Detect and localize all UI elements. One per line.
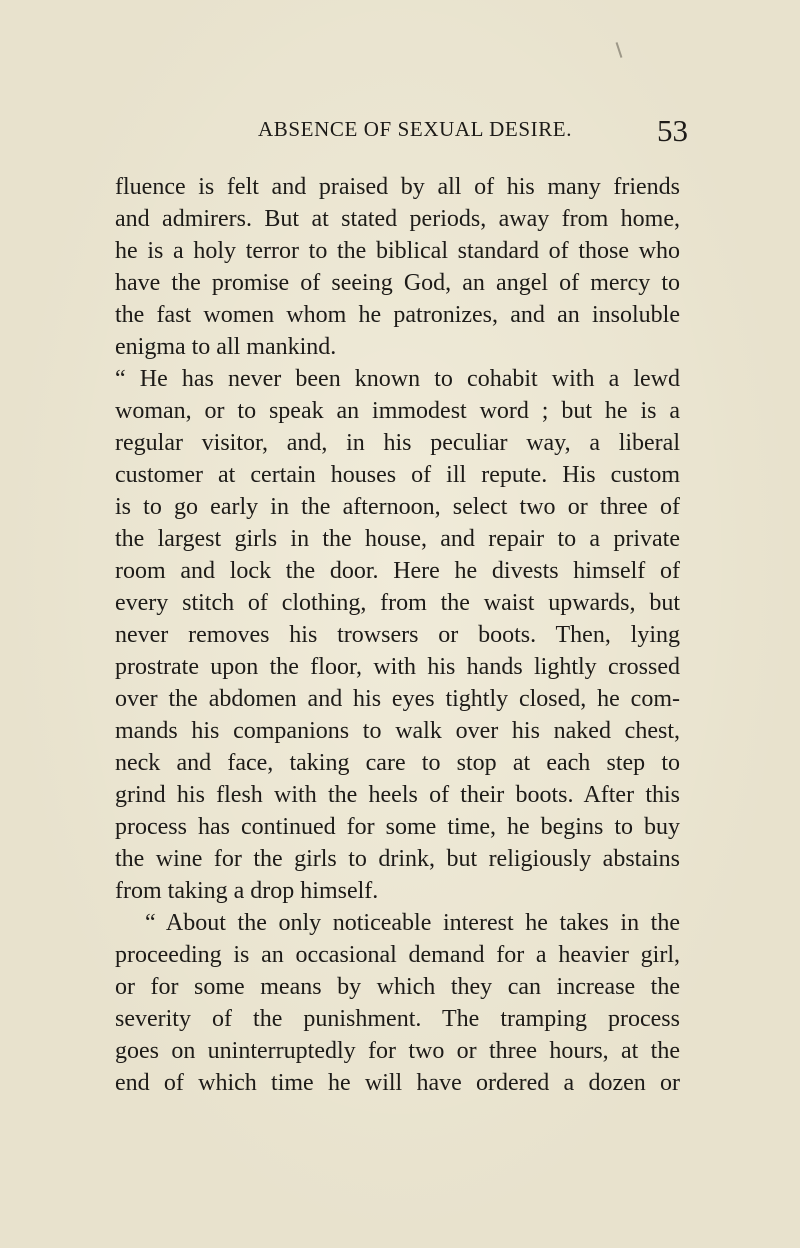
text-line: is to go early in the afternoon, select two or three of: [115, 494, 680, 520]
text-line: regular visitor, and, in his peculiar way, a liberal: [115, 430, 680, 456]
text-line: room and lock the door. Here he divests himself of: [115, 558, 680, 584]
text-line: or for some means by which they can increase the: [115, 974, 680, 1000]
text-line: goes on uninterruptedly for two or three hours, at the: [115, 1038, 680, 1064]
text-line: mands his companions to walk over his naked chest,: [115, 718, 680, 744]
text-line: end of which time he will have ordered a dozen or: [115, 1070, 680, 1096]
text-line: the fast women whom he patronizes, and an insoluble: [115, 302, 680, 328]
text-line: fluence is felt and praised by all of his many friends: [115, 174, 680, 200]
running-title: ABSENCE OF SEXUAL DESIRE.: [258, 117, 573, 141]
text-line: over the abdomen and his eyes tightly closed, he com-: [115, 686, 680, 712]
text-line: from taking a drop himself.: [115, 878, 379, 904]
pencil-mark: [616, 42, 623, 58]
text-line: process has continued for some time, he begins to buy: [115, 814, 680, 840]
text-line: every stitch of clothing, from the waist upwards, but: [115, 590, 680, 616]
text-line: severity of the punishment. The tramping process: [115, 1006, 680, 1032]
text-line: have the promise of seeing God, an angel of mercy to: [115, 270, 680, 296]
text-line: enigma to all mankind.: [115, 334, 337, 360]
text-line: neck and face, taking care to stop at each step to: [115, 750, 680, 776]
text-line: and admirers. But at stated periods, away from home,: [115, 206, 680, 232]
text-line: proceeding is an occasional demand for a heavier girl,: [115, 942, 680, 968]
text-line: “ About the only noticeable interest he takes in the: [145, 910, 680, 936]
text-line: “ He has never been known to cohabit with a lewd: [115, 366, 680, 392]
text-line: the wine for the girls to drink, but religiously abstains: [115, 846, 680, 872]
running-head: [258, 113, 688, 153]
text-line: the largest girls in the house, and repair to a private: [115, 526, 680, 552]
text-line: grind his flesh with the heels of their boots. After this: [115, 782, 680, 808]
text-line: customer at certain houses of ill repute. His custom: [115, 462, 680, 488]
page-number: 53: [657, 113, 688, 148]
text-line: never removes his trowsers or boots. Then, lying: [115, 622, 680, 648]
text-line: woman, or to speak an immodest word ; but he is a: [115, 398, 680, 424]
text-line: he is a holy terror to the biblical standard of those who: [115, 238, 680, 264]
text-line: prostrate upon the floor, with his hands lightly crossed: [115, 654, 680, 680]
